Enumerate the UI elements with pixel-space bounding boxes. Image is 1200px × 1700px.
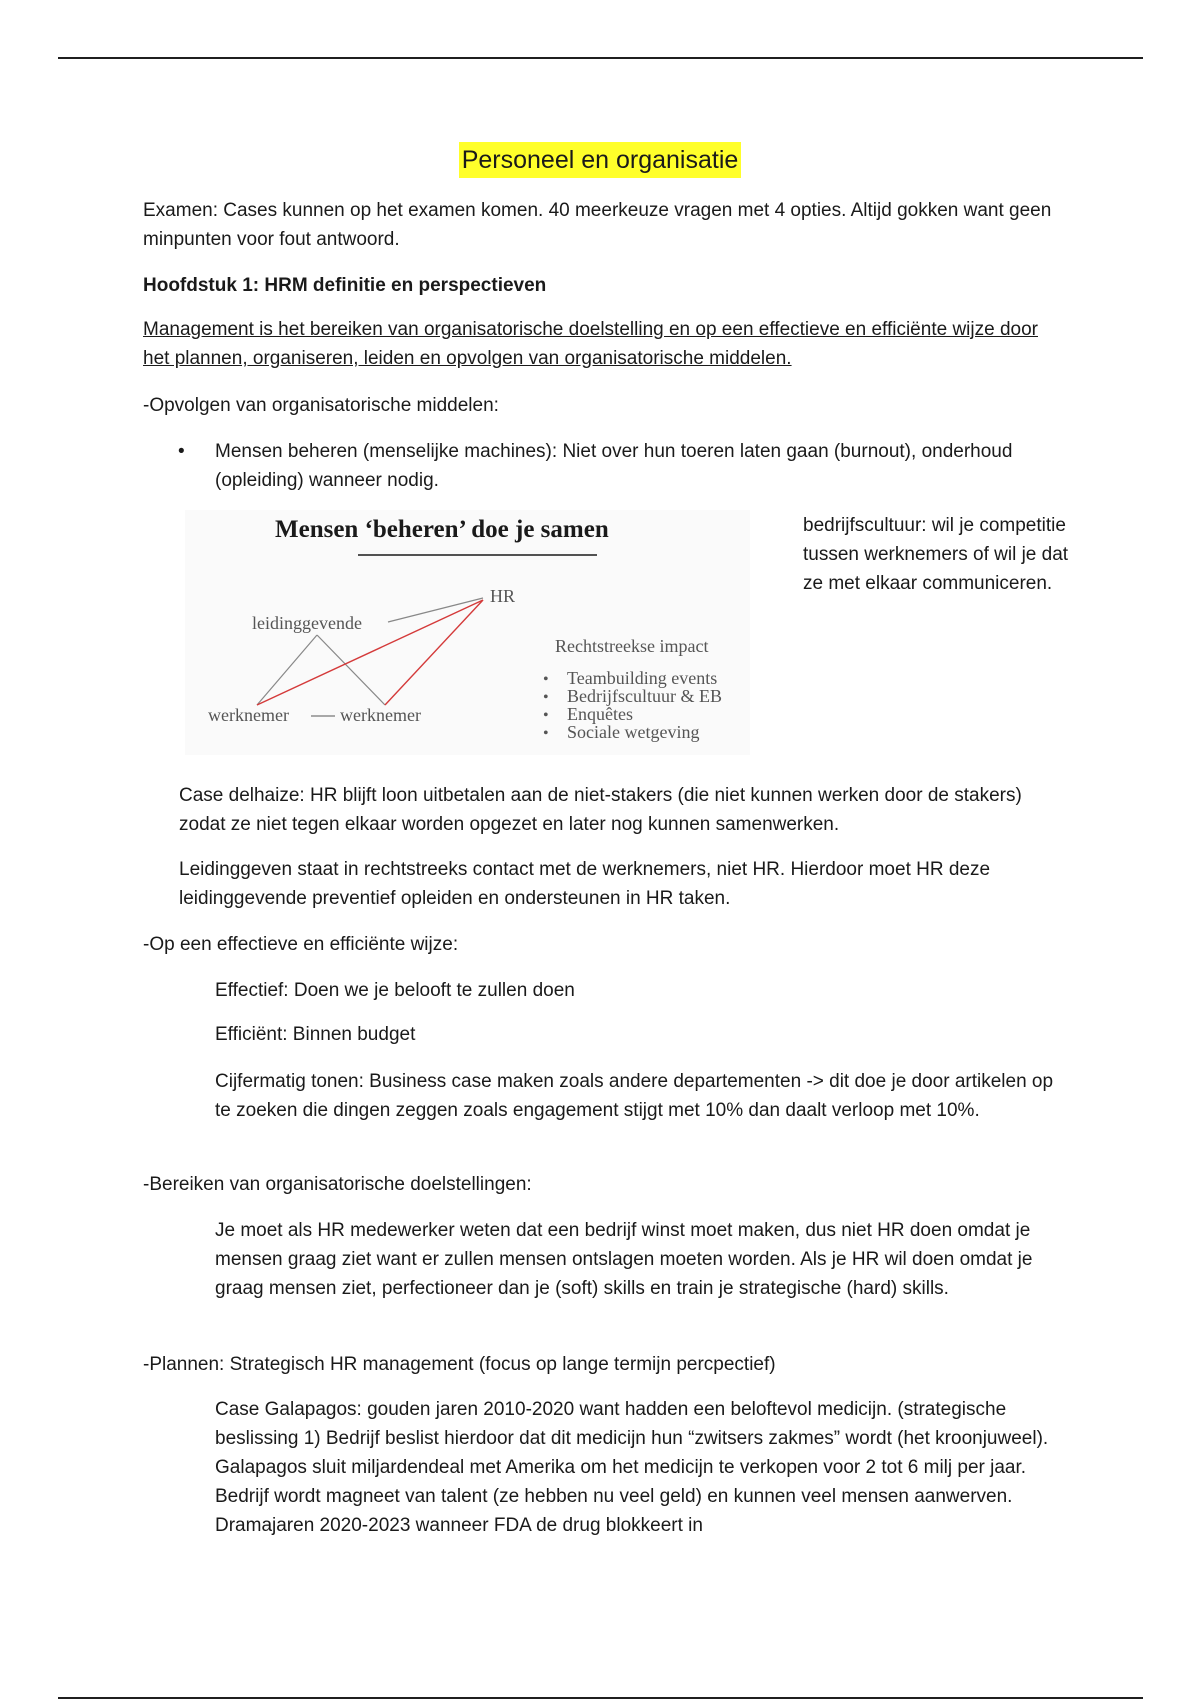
bullet-icon: • bbox=[178, 441, 185, 462]
diagram-line-leiding-werknemer1 bbox=[257, 635, 317, 705]
mensen-beheren-bullet: Mensen beheren (menselijke machines): Niet over hun toeren laten gaan (burnout), onderhoud (opleiding) wanneer nodig. bbox=[215, 441, 1013, 491]
case-galapagos-paragraph: Case Galapagos: gouden jaren 2010-2020 want hadden een beloftevol medicijn. (strategische beslissing 1) Bedrijf beslist hierdoor dat dit medicijn hun “zwitsers zakmes” wordt (het kroonjuweel). Galapagos sluit miljardendeal met Amerika om het medicijn te verkopen voor 2 tot 6 milj per jaar. Bedrijf wordt magneet van talent (ze hebben nu veel geld) en kunnen veel mensen aanwerven. Dramajaren 2020-2023 wanneer FDA de drug blokkeert in bbox=[215, 1399, 1049, 1536]
diagram-node-werknemer-right: werknemer bbox=[340, 705, 421, 725]
diagram-impact-item: Sociale wetgeving bbox=[567, 722, 700, 742]
title-container bbox=[0, 142, 1200, 178]
diagram-impact-dot: • bbox=[543, 671, 549, 688]
diagram-impact-dot: • bbox=[543, 707, 549, 724]
cijfermatig-paragraph: Cijfermatig tonen: Business case maken zoals andere departementen -> dit doe je door artikelen op te zoeken die dingen zeggen zoals engagement stijgt met 10% dan daalt verloop met 10%. bbox=[215, 1071, 1054, 1121]
diagram-svg bbox=[185, 510, 750, 755]
diagram-node-werknemer-left: werknemer bbox=[208, 705, 289, 725]
diagram-node-leidinggevende: leidinggevende bbox=[252, 613, 362, 633]
opvolgen-heading: -Opvolgen van organisatorische middelen: bbox=[143, 395, 499, 416]
effectief-heading: -Op een effectieve en efficiënte wijze: bbox=[143, 934, 459, 955]
diagram-line-leiding-hr bbox=[388, 598, 483, 622]
side-note: bedrijfscultuur: wil je competitie tussen werknemers of wil je dat ze met elkaar communiceren. bbox=[803, 515, 1069, 594]
intro-paragraph: Examen: Cases kunnen op het examen komen. 40 meerkeuze vragen met 4 opties. Altijd gokken want geen minpunten voor fout antwoord. bbox=[143, 200, 1052, 250]
definition-paragraph: Management is het bereiken van organisatorische doelstelling en op een effectieve en efficiënte wijze door het plannen, organiseren, leiden en opvolgen van organisatorische middelen. bbox=[143, 319, 1038, 369]
diagram-line-hr-werknemer2 bbox=[385, 600, 483, 705]
bereiken-heading: -Bereiken van organisatorische doelstellingen: bbox=[143, 1174, 532, 1195]
diagram-title: Mensen ‘beheren’ doe je samen bbox=[275, 516, 609, 543]
page-title: Personeel en organisatie bbox=[459, 142, 742, 178]
efficient-line: Efficiënt: Binnen budget bbox=[215, 1024, 416, 1045]
diagram-impact-item: Bedrijfscultuur & EB bbox=[567, 686, 722, 706]
leidinggeven-paragraph: Leidinggeven staat in rechtstreeks contact met de werknemers, niet HR. Hierdoor moet HR deze leidinggevende preventief opleiden en ondersteunen in HR taken. bbox=[179, 859, 991, 909]
bereiken-paragraph: Je moet als HR medewerker weten dat een bedrijf winst moet maken, dus niet HR doen omdat je mensen graag ziet want er zullen mensen ontslagen moeten worden. Als je HR wil doen omdat je graag mensen ziet, perfectioneer dan je (soft) skills en train je strategische (hard) skills. bbox=[215, 1220, 1033, 1299]
chapter-heading: Hoofdstuk 1: HRM definitie en perspectieven bbox=[143, 275, 547, 296]
footer-rule bbox=[58, 1697, 1143, 1699]
plannen-heading: -Plannen: Strategisch HR management (focus op lange termijn percpectief) bbox=[143, 1354, 776, 1375]
diagram-impact-heading: Rechtstreekse impact bbox=[555, 636, 709, 656]
diagram-impact-dot: • bbox=[543, 725, 549, 742]
header-rule bbox=[58, 57, 1143, 59]
diagram-image bbox=[185, 510, 750, 755]
case-delhaize-paragraph: Case delhaize: HR blijft loon uitbetalen aan de niet-stakers (die niet kunnen werken door de stakers) zodat ze niet tegen elkaar worden opgezet en later nog kunnen samenwerken. bbox=[179, 785, 1022, 835]
diagram-impact-dot: • bbox=[543, 689, 549, 706]
diagram-line-leiding-werknemer2 bbox=[317, 635, 385, 705]
diagram-node-hr: HR bbox=[490, 586, 516, 606]
effectief-line: Effectief: Doen we je belooft te zullen doen bbox=[215, 980, 575, 1001]
diagram-impact-item: Teambuilding events bbox=[567, 668, 718, 688]
diagram-impact-item: Enquêtes bbox=[567, 704, 633, 724]
